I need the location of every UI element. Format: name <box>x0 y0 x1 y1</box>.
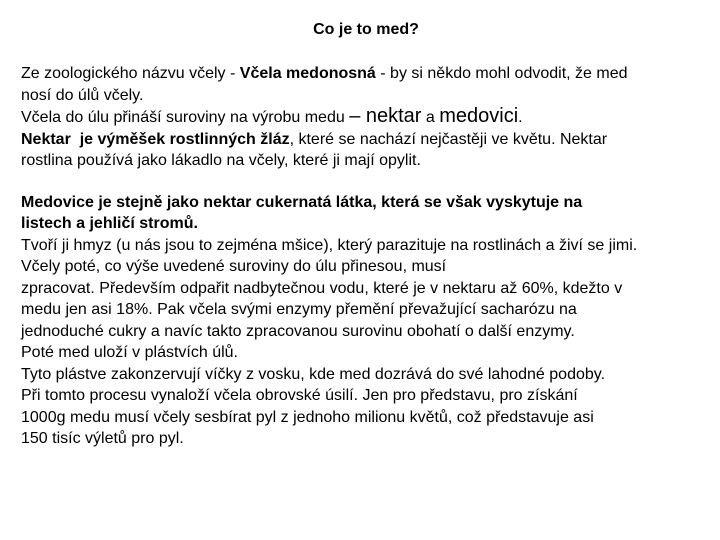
bold-term: výměšek rostlinných žláz <box>97 130 290 148</box>
text-line: Včely poté, co výše uvedené suroviny do úlu přinesou, musí <box>21 258 447 275</box>
text-span: . <box>518 109 523 126</box>
text-line: nosí do úlů včely. <box>21 86 144 104</box>
text-span: , které se nachází nejčastěji ve květu. Nektar <box>289 130 608 148</box>
text-line: rostlina používá jako lákadlo na včely, které ji mají opylit. <box>21 152 421 169</box>
text-line: Medovice je stejně jako nektar cukernatá látka, která se však vyskytuje na <box>21 193 583 211</box>
page-title: Co je to med? <box>313 21 419 38</box>
text-line: 1000g medu musí včely sesbírat pyl z jednoho milionu květů, což představuje asi <box>21 408 594 426</box>
text-line: medu jen asi 18%. Pak včela svými enzymy přemění převažující sacharózu na <box>21 301 577 318</box>
bold-term: je <box>70 130 98 148</box>
paragraph-intro <box>21 63 720 129</box>
bold-term: Včela medonosná <box>239 65 376 82</box>
paragraph-medovice <box>21 192 720 450</box>
text-line: zpracovat. Především odpařit nadbytečnou vodu, které je v nektaru až 60%, kdežto v <box>21 279 623 297</box>
paragraph-nektar <box>21 129 720 172</box>
text-line <box>21 106 720 129</box>
text-line <box>21 63 720 85</box>
text-span: a <box>421 109 440 126</box>
text-span: Včela do úlu přináší suroviny na výrobu medu <box>21 109 350 126</box>
text-line: Při tomto procesu vynaloží včela obrovské úsilí. Jen pro představu, pro získání <box>21 387 578 404</box>
text-span: Ze zoologického názvu včely - <box>21 65 240 82</box>
text-span: - by si někdo mohl odvodit, že med <box>375 65 628 82</box>
text-line: Tyto plástve zakonzervují víčky z vosku, kde med dozrává do své lahodné podoby. <box>21 365 606 383</box>
paragraph-gap <box>21 172 720 192</box>
text-line: Tvoří ji hmyz (u nás jsou to zejména mšice), který parazituje na rostlinách a živí se jimi. <box>21 236 638 254</box>
text-line: jednoduché cukry a navíc takto zpracovanou surovinu obohatí o další enzymy. <box>21 322 575 340</box>
bold-term: Nektar <box>21 130 71 148</box>
large-term: – nektar <box>349 105 422 127</box>
text-line: 150 tisíc výletů pro pyl. <box>21 430 184 447</box>
text-line: listech a jehličí stromů. <box>21 215 198 232</box>
text-line <box>21 129 720 151</box>
text-line: Poté med uloží v plástvích úlů. <box>21 344 238 361</box>
large-term: medovici <box>439 105 519 127</box>
document-body <box>21 63 720 450</box>
